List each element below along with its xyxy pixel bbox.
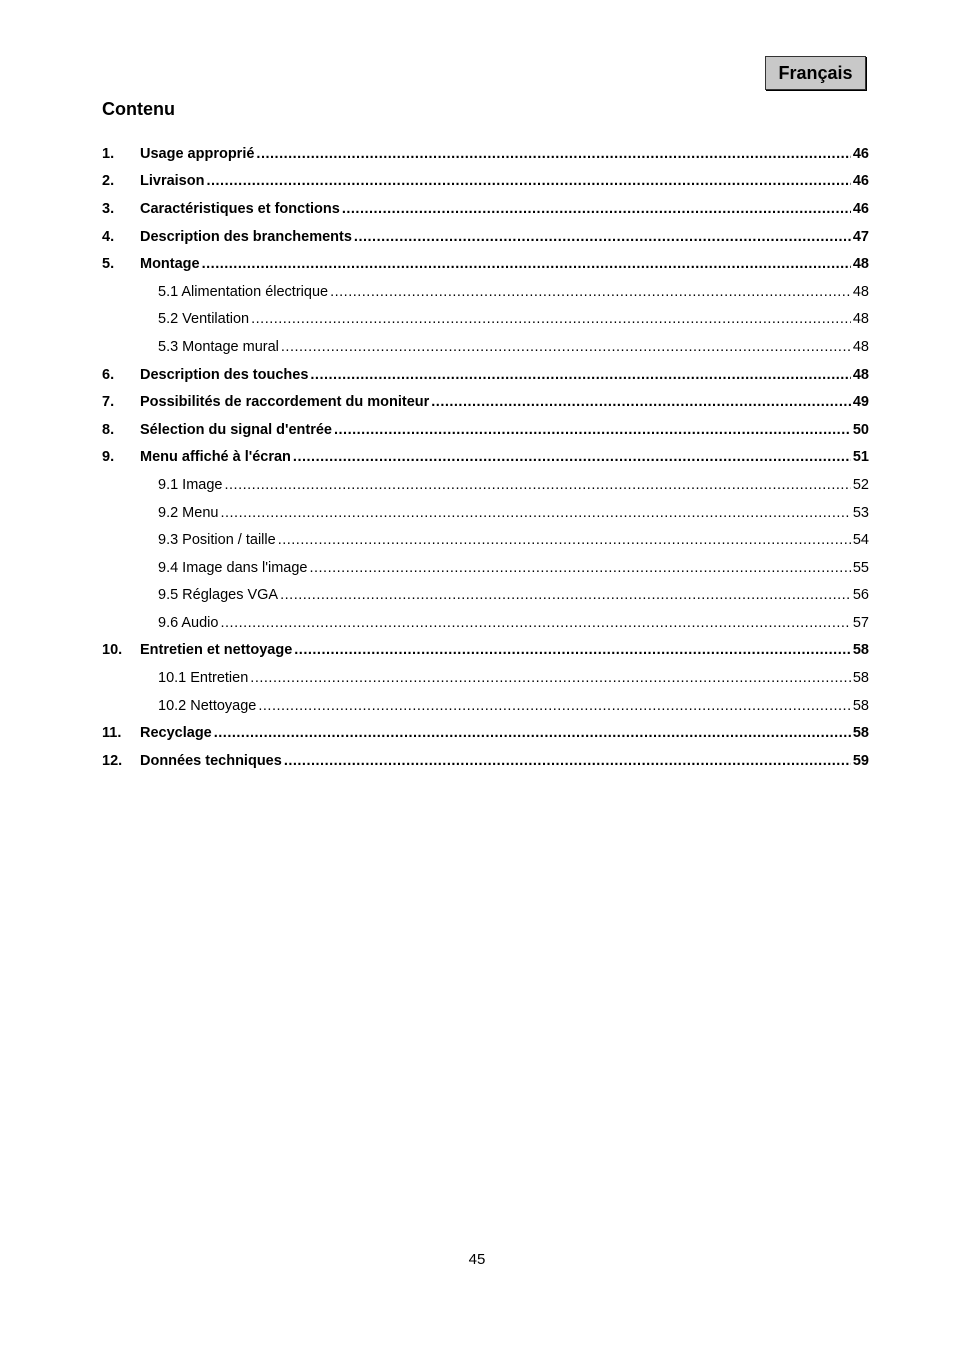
toc-entry[interactable] (102, 554, 869, 582)
toc-entry[interactable] (102, 168, 869, 196)
toc-entry-label: Recyclage (140, 725, 212, 742)
toc-entry-label: Description des touches (140, 366, 309, 383)
toc-entry[interactable] (102, 306, 869, 334)
toc-entry-page: 49 (852, 394, 869, 411)
toc-entry-number: 11. (102, 725, 122, 742)
toc-dot-leader (293, 449, 851, 465)
toc-entry[interactable] (102, 526, 869, 554)
toc-entry-page: 46 (852, 145, 869, 162)
toc-entry-number: 8. (102, 421, 115, 438)
toc-entry-label: 5.3 Montage mural (158, 338, 279, 355)
toc-dot-leader (310, 367, 850, 383)
toc-dot-leader (202, 256, 851, 272)
toc-entry-page: 52 (852, 476, 869, 493)
toc-entry-label: Usage approprié (140, 145, 255, 162)
toc-dot-leader (225, 477, 851, 493)
toc-entry[interactable] (102, 747, 869, 775)
toc-dot-leader (220, 615, 850, 631)
toc-entry[interactable] (102, 499, 869, 527)
toc-entry-label: Entretien et nettoyage (140, 642, 293, 659)
toc-dot-leader (258, 698, 851, 714)
toc-entry-label: Caractéristiques et fonctions (140, 200, 340, 217)
toc-entry-page: 48 (852, 256, 869, 273)
toc-entry-page: 56 (852, 587, 869, 604)
toc-entry-page: 48 (852, 311, 869, 328)
toc-entry[interactable] (102, 388, 869, 416)
toc-dot-leader (206, 173, 850, 189)
table-of-contents (102, 140, 869, 775)
toc-entry[interactable] (102, 692, 869, 720)
toc-entry-number: 6. (102, 366, 115, 383)
toc-dot-leader (256, 146, 850, 162)
toc-entry-label: 9.2 Menu (158, 504, 219, 521)
toc-entry[interactable] (102, 637, 869, 665)
toc-entry-label: 9.6 Audio (158, 614, 219, 631)
toc-entry[interactable] (102, 223, 869, 251)
toc-dot-leader (250, 670, 851, 686)
toc-entry[interactable] (102, 195, 869, 223)
toc-entry-page: 46 (852, 173, 869, 190)
toc-entry-number: 2. (102, 173, 115, 190)
toc-entry-label: 9.1 Image (158, 476, 223, 493)
toc-entry[interactable] (102, 582, 869, 610)
toc-entry-label: Données techniques (140, 752, 282, 769)
toc-entry-number: 1. (102, 145, 115, 162)
toc-entry-number: 10. (102, 642, 123, 659)
toc-entry[interactable] (102, 361, 869, 389)
toc-entry-page: 51 (852, 449, 869, 466)
toc-entry-page: 53 (852, 504, 869, 521)
toc-entry-label: Menu affiché à l'écran (140, 449, 291, 466)
toc-title: Contenu (102, 99, 175, 119)
toc-entry-label: Montage (140, 256, 200, 273)
toc-entry-label: Livraison (140, 173, 205, 190)
toc-dot-leader (281, 339, 851, 355)
toc-entry-page: 57 (852, 614, 869, 631)
toc-dot-leader (309, 560, 850, 576)
toc-entry[interactable] (102, 664, 869, 692)
page-number: 45 (468, 1251, 486, 1268)
toc-dot-leader (334, 422, 851, 438)
toc-dot-leader (278, 532, 851, 548)
language-badge: Français (765, 56, 866, 90)
toc-entry-label: Description des branchements (140, 228, 352, 245)
toc-entry[interactable] (102, 471, 869, 499)
toc-entry-page: 50 (852, 421, 869, 438)
toc-dot-leader (330, 284, 851, 300)
toc-entry[interactable] (102, 444, 869, 472)
toc-entry-label: Sélection du signal d'entrée (140, 421, 332, 438)
toc-entry-page: 58 (852, 725, 869, 742)
toc-entry[interactable] (102, 278, 869, 306)
toc-dot-leader (342, 201, 851, 217)
toc-entry[interactable] (102, 416, 869, 444)
toc-dot-leader (251, 311, 851, 327)
toc-entry-label: 10.1 Entretien (158, 670, 249, 687)
toc-entry-page: 48 (852, 366, 869, 383)
toc-entry-page: 47 (852, 228, 869, 245)
toc-entry-page: 58 (852, 642, 869, 659)
toc-entry-page: 58 (852, 670, 869, 687)
toc-entry-label: 9.5 Réglages VGA (158, 587, 279, 604)
toc-entry-page: 46 (852, 200, 869, 217)
toc-entry-number: 9. (102, 449, 115, 466)
toc-entry-number: 12. (102, 752, 123, 769)
toc-entry[interactable] (102, 140, 869, 168)
toc-entry-label: 10.2 Nettoyage (158, 697, 257, 714)
toc-entry-page: 58 (852, 697, 869, 714)
toc-dot-leader (284, 753, 851, 769)
toc-dot-leader (220, 505, 850, 521)
toc-dot-leader (294, 642, 851, 658)
toc-entry-page: 48 (852, 338, 869, 355)
toc-dot-leader (214, 725, 851, 741)
toc-entry-label: 5.1 Alimentation électrique (158, 283, 329, 300)
toc-dot-leader (280, 587, 851, 603)
toc-entry-page: 54 (852, 532, 869, 549)
toc-entry-page: 48 (852, 283, 869, 300)
toc-entry-label: Possibilités de raccordement du moniteur (140, 394, 430, 411)
toc-entry[interactable] (102, 333, 869, 361)
toc-entry-label: 9.4 Image dans l'image (158, 559, 308, 576)
toc-entry-number: 7. (102, 394, 115, 411)
toc-entry-number: 3. (102, 200, 115, 217)
toc-entry[interactable] (102, 609, 869, 637)
toc-entry-number: 4. (102, 228, 115, 245)
toc-entry-label: 9.3 Position / taille (158, 532, 276, 549)
toc-entry-page: 55 (852, 559, 869, 576)
toc-dot-leader (354, 229, 851, 245)
toc-entry[interactable] (102, 250, 869, 278)
toc-entry-number: 5. (102, 256, 115, 273)
toc-entry-label: 5.2 Ventilation (158, 311, 250, 328)
toc-entry-page: 59 (852, 752, 869, 769)
toc-dot-leader (431, 394, 851, 410)
toc-entry[interactable] (102, 719, 869, 747)
